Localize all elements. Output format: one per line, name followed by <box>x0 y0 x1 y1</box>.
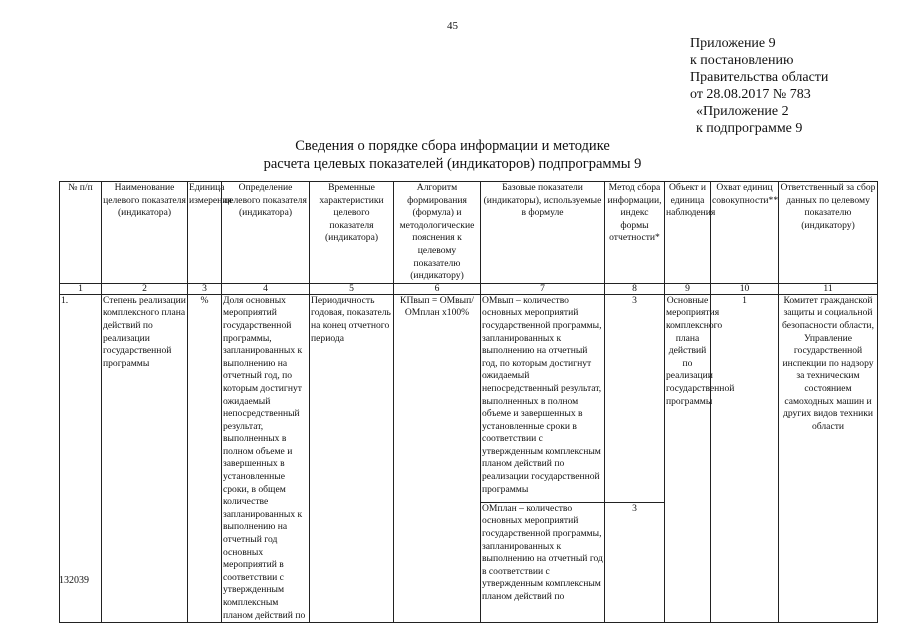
row-number: 1. <box>60 294 102 622</box>
indicator-time: Периодичность годовая, показатель на конец отчетного периода <box>310 294 394 622</box>
method-1: 3 <box>605 295 664 503</box>
page-number: 45 <box>447 20 458 32</box>
base-indicator-1: ОМвып – количество основных мероприятий государственной программы, запланированных к выполнению на отчетный год, по которым достигнут ожидаемый непосредственный результат, выполненных в полном объеме и завершенных в установленные сроки в соответствии с утвержденным комплексным планом действий по реализации государственной программы <box>481 295 604 503</box>
header-time: Временные характеристики целевого показателя (индикатора) <box>310 182 394 284</box>
indicators-table <box>59 181 878 623</box>
column-number: 6 <box>394 283 481 294</box>
coverage: 1 <box>711 294 779 622</box>
header-object: Объект и единица наблюдения <box>665 182 711 284</box>
header-formula: Алгоритм формирования (формула) и методологические пояснения к целевому показателю (индикатору) <box>394 182 481 284</box>
title-line: расчета целевых показателей (индикаторов) подпрограммы 9 <box>263 156 642 172</box>
header-definition: Определение целевого показателя (индикатора) <box>222 182 310 284</box>
appendix-line: к постановлению <box>690 53 794 68</box>
header-base: Базовые показатели (индикаторы), используемые в формуле <box>481 182 605 284</box>
indicator-definition: Доля основных мероприятий государственной программы, запланированных к выполнению на отчетный год, по которым достигнут ожидаемый непосредственный результат, выполненных в полном объеме и завершенных в установленные сроки, в общем количестве запланированных к выполнению на отчетный год основных мероприятий в соответствии с утвержденным комплексным планом действий по <box>222 294 310 622</box>
header-row <box>60 182 878 284</box>
column-number: 7 <box>481 283 605 294</box>
appendix-line: Правительства области <box>690 70 829 85</box>
indicator-name: Степень реализации комплексного плана действий по реализации государственной программы <box>102 294 188 622</box>
appendix-line: Приложение 9 <box>690 36 776 51</box>
column-number: 2 <box>102 283 188 294</box>
header-coverage: Охват единиц совокупности** <box>711 182 779 284</box>
method-2: 3 <box>632 502 637 514</box>
indicator-formula: КПвып = ОМвып/ОМплан х100% <box>394 294 481 622</box>
header-method: Метод сбора информации, индекс формы отчетности* <box>605 182 665 284</box>
base-indicator-2: ОМплан – количество основных мероприятий государственной программы, запланированных к выполнению на отчетный год в соответствии с утвержденным комплексным планом действий по <box>482 502 603 602</box>
column-number: 10 <box>711 283 779 294</box>
title-line: Сведения о порядке сбора информации и методике <box>295 138 610 154</box>
appendix-line: от 28.08.2017 № 783 <box>690 87 811 102</box>
appendix-line: к подпрограмме 9 <box>696 121 803 136</box>
appendix-block <box>690 35 895 137</box>
table-row <box>60 294 878 622</box>
footer-code: 132039 <box>59 575 89 586</box>
base-indicators-cell <box>481 294 605 622</box>
observation-object: Основные мероприятия комплексного плана действий по реализации государственной программы <box>665 294 711 622</box>
column-number: 3 <box>188 283 222 294</box>
column-number-row <box>60 283 878 294</box>
document-title <box>0 137 905 173</box>
header-num: № п/п <box>60 182 102 284</box>
column-number: 1 <box>60 283 102 294</box>
column-number: 4 <box>222 283 310 294</box>
header-unit: Единица измерения <box>188 182 222 284</box>
method-cell <box>605 294 665 622</box>
column-number: 11 <box>779 283 878 294</box>
header-name: Наименование целевого показателя (индикатора) <box>102 182 188 284</box>
responsible: Комитет гражданской защиты и социальной безопасности области, Управление государственной инспекции по надзору за техническим состоянием самоходных машин и других видов техники области <box>779 294 878 622</box>
column-number: 9 <box>665 283 711 294</box>
column-number: 8 <box>605 283 665 294</box>
column-number: 5 <box>310 283 394 294</box>
indicator-unit: % <box>188 294 222 622</box>
appendix-line: «Приложение 2 <box>696 104 789 119</box>
header-responsible: Ответственный за сбор данных по целевому показателю (индикатору) <box>779 182 878 284</box>
